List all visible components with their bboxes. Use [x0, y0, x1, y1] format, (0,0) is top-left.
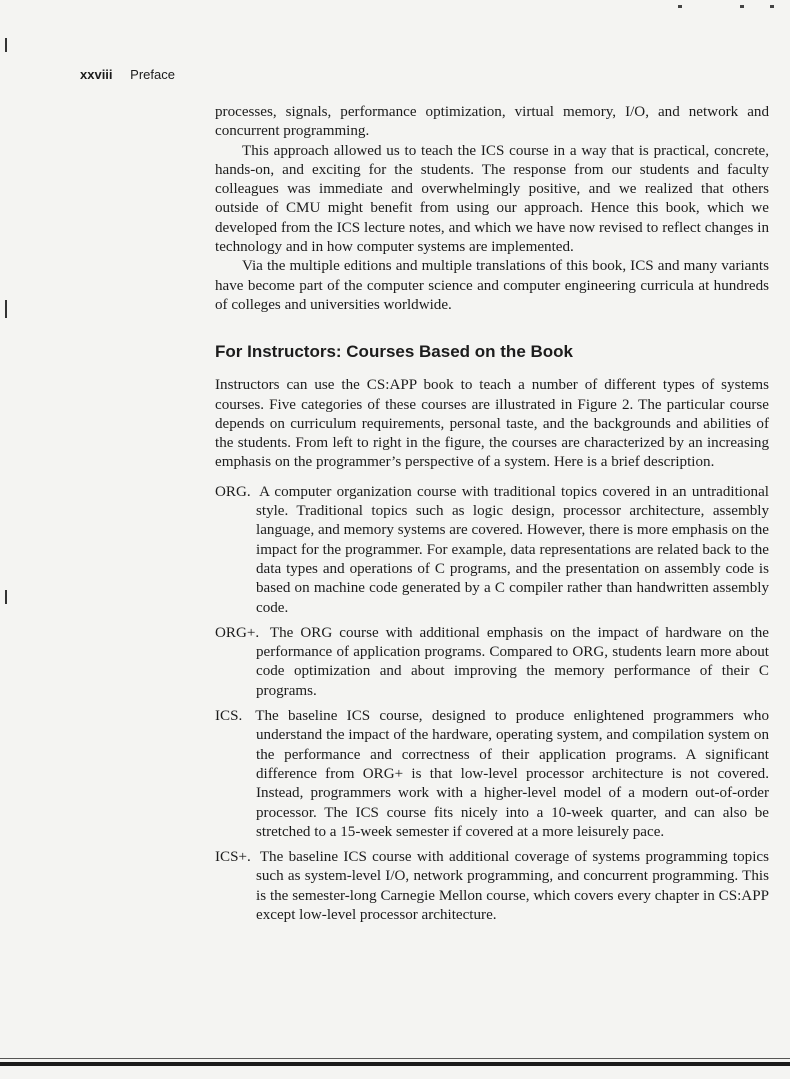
scan-top-mark [770, 5, 774, 8]
paragraph: This approach allowed us to teach the ICS course in a way that is practical, concrete, hands-on, and exciting for the students. The response from our students and faculty colleagues was immediate and overwhelmingly positive, and we realized that others outside of CMU might benefit from using our approach. Hence this book, which we developed from the ICS lecture notes, and which we have now revised to reflect changes in technology and in how computer systems are implemented. [215, 142, 769, 256]
course-item-org [215, 483, 769, 618]
page-number: xxviii [80, 67, 113, 82]
course-description: A computer organization course with traditional topics covered in an untraditional style. Traditional topics such as logic design, processor architecture, assembly language, and memory systems are covered. However, there is more emphasis on the impact for the programmer. For example, data representations are related back to the data types and operations of C programs, and the presentation on assembly code is based on machine code generated by a C compiler rather than handwritten assembly code. [256, 483, 769, 616]
course-name: ORG. [215, 483, 251, 500]
scan-margin-mark [5, 38, 7, 52]
paragraph: processes, signals, performance optimization, virtual memory, I/O, and network and concurrent programming. [215, 104, 769, 140]
course-description: The baseline ICS course with additional coverage of systems programming topics such as system-level I/O, network programming, and concurrent programming. This is the semester-long Carnegie Mellon course, which covers every chapter in CS:APP except low-level processor architecture. [256, 849, 769, 923]
scan-top-mark [678, 5, 682, 8]
scan-margin-mark [5, 300, 7, 318]
course-list [215, 483, 769, 926]
course-name: ICS+. [215, 849, 251, 866]
page-body [215, 103, 769, 931]
course-description: The ORG course with additional emphasis on the impact of hardware on the performance of application programs. Compared to ORG, students learn more about code optimization and about improving the memory performance of their C programs. [256, 624, 769, 699]
scan-top-mark [740, 5, 744, 8]
page-bottom-rule-thin [0, 1058, 790, 1059]
section-heading: For Instructors: Courses Based on the Book [215, 342, 573, 362]
course-name: ICS. [215, 708, 243, 725]
page-bottom-rule [0, 1062, 790, 1066]
section-intro-paragraph: Instructors can use the CS:APP book to teach a number of different types of systems courses. Five categories of these courses are illustrated in Figure 2. The particular course depends on curriculum requirements, personal taste, and the backgrounds and abilities of the students. From left to right in the figure, the courses are characterized by an increasing emphasis on the programmer’s perspective of a system. Here is a brief description. [215, 377, 769, 471]
scan-margin-mark [5, 590, 7, 604]
course-item-ics [215, 707, 769, 842]
course-item-ics-plus [215, 848, 769, 925]
running-title: Preface [130, 67, 175, 82]
course-item-org-plus [215, 624, 769, 701]
course-name: ORG+. [215, 624, 260, 641]
paragraph: Via the multiple editions and multiple translations of this book, ICS and many variants have become part of the computer science and computer engineering curricula at hundreds of colleges and universities worldwide. [215, 258, 769, 313]
running-header [80, 67, 175, 82]
course-description: The baseline ICS course, designed to produce enlightened programmers who understand the impact of the hardware, operating system, and compilation system on the performance and correctness of their application programs. A significant difference from ORG+ is that low-level processor architecture is not covered. Instead, programmers work with a higher-level model of a modern out-of-order processor. The ICS course fits nicely into a 10-week quarter, and can also be stretched to a 15-week semester if covered at a more leisurely pace. [255, 708, 769, 840]
